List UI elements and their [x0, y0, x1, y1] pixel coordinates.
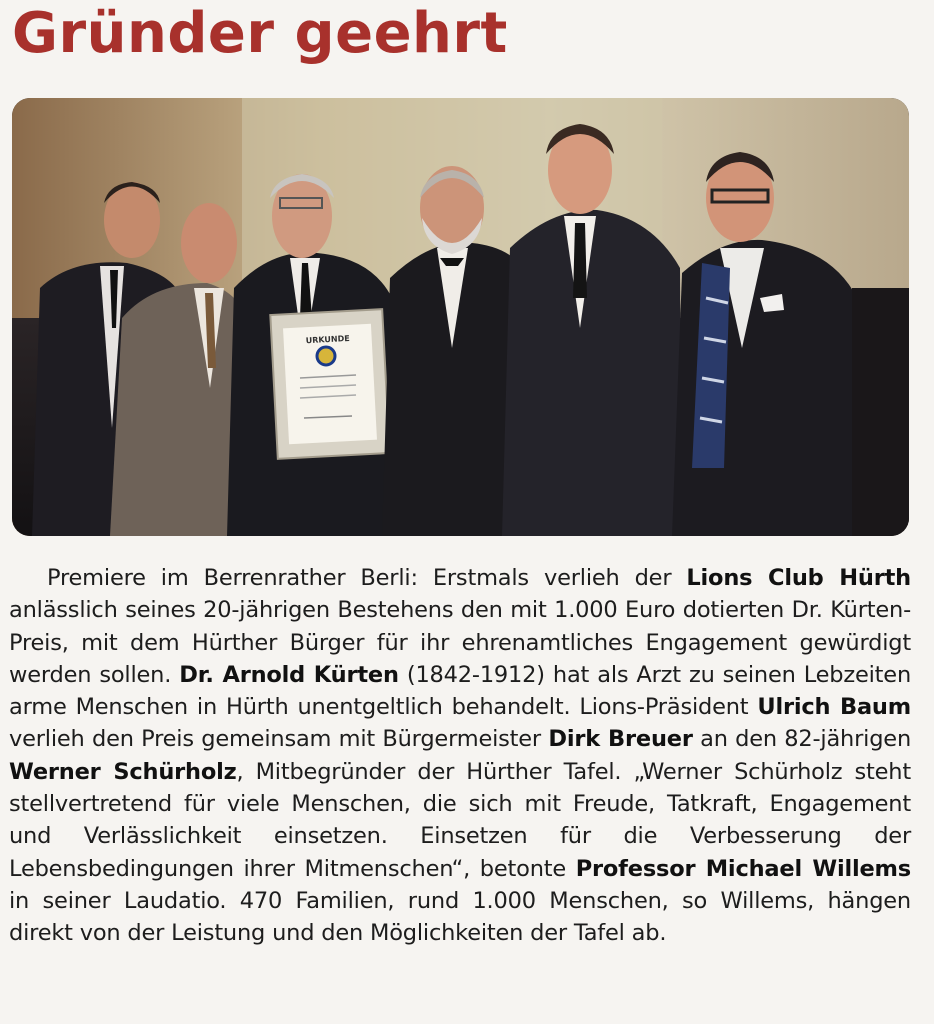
- text-segment: anlässlich seines 20-jährigen Bestehens den mit 1.000 Euro dotierten Dr. Kürten-Preis, mit dem Hürther Bürger für ihr ehrenamtliches Engagement gewürdigt werden sollen.: [9, 597, 911, 688]
- text-segment: verlieh den Preis gemeinsam mit Bürgermeister: [9, 726, 549, 753]
- highlight-club: Lions Club Hürth: [686, 565, 911, 591]
- text-segment: in seiner Laudatio. 470 Familien, rund 1.000 Menschen, so Willems, hängen direkt von der Leistung und den Möglichkeiten der Tafel ab.: [9, 887, 911, 947]
- text-segment: Premiere im Berrenrather Berli: Erstmals verlieh der: [47, 565, 687, 591]
- text-segment: an den 82-jährigen: [692, 726, 912, 753]
- text-segment: , Mitbegründer der Hürther Tafel. „Werner Schürholz steht stellvertretend für viele Menschen, die sich mit Freude, Tatkraft, Engagement und Verlässlichkeit einsetzen. Einsetzen für die Verbesserung der Lebensbedingungen ihrer Mitmenschen“, betonte: [9, 758, 911, 882]
- article-body: [9, 562, 911, 950]
- highlight-kuerten: Dr. Arnold Kürten: [179, 661, 399, 688]
- group-photo: [12, 98, 909, 536]
- highlight-willems: Professor Michael Willems: [575, 855, 911, 882]
- article-headline: Gründer geehrt: [12, 1, 508, 66]
- highlight-baum: Ulrich Baum: [757, 694, 911, 721]
- certificate: [270, 309, 389, 459]
- text-segment: (1842-1912) hat als Arzt zu seinen Lebzeiten arme Menschen in Hürth unentgeltlich behandelt. Lions-Präsident: [9, 661, 912, 721]
- highlight-schuerholz: Werner Schürholz: [9, 758, 237, 785]
- highlight-breuer: Dirk Breuer: [548, 726, 693, 753]
- article-paragraph: [9, 562, 911, 950]
- certificate-title: URKUNDE: [305, 333, 350, 346]
